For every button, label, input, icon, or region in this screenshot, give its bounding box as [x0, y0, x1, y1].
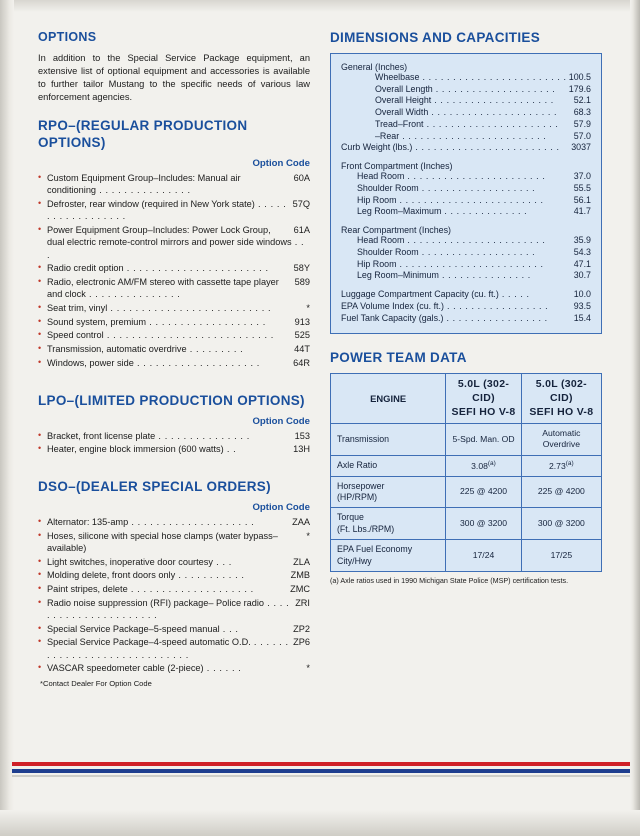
list-item [38, 329, 310, 341]
dimensions-heading: DIMENSIONS AND CAPACITIES [330, 30, 541, 45]
leader-dots: . . . . . . . . . . . . . . . . . . . . . . . . [419, 71, 567, 82]
spec-label: Hip Room [357, 194, 397, 205]
engine-type: SEFI HO V-8 [451, 405, 516, 418]
leader-dots: . . . . . . . . . . . . . . . . . . . . . [428, 107, 558, 118]
spec-row [341, 131, 591, 143]
row-label-line: EPA Fuel Economy City/Hwy [337, 544, 413, 566]
table-row [331, 508, 602, 540]
spec-value: 10.0 [573, 289, 591, 300]
option-label: Seat trim, vinyl [47, 302, 108, 313]
row-label [331, 424, 446, 455]
options-heading: OPTIONS [38, 30, 97, 44]
spec-value: 37.0 [573, 171, 591, 182]
option-label: VASCAR speedometer cable (2-piece) [47, 663, 204, 674]
leader-dots: . . . . . . . . . . . . . . . . . . . . . . [423, 118, 559, 129]
spec-label: Head Room [357, 235, 405, 246]
leader-dots: . . . . . [498, 289, 530, 300]
leader-dots: . . . . . . . . . . . . . . . . . . . . . . . . . . [107, 302, 272, 313]
lpo-option-list [38, 430, 310, 456]
list-item [38, 443, 310, 455]
spec-value: 52.1 [573, 95, 591, 106]
option-code: ZAA [292, 516, 310, 527]
footnote-marker: (a) [565, 459, 574, 467]
leader-dots: . . . [212, 556, 232, 567]
bullet-icon: • [38, 569, 42, 580]
stripe-blue [12, 769, 630, 773]
option-code: 44T [294, 344, 310, 355]
option-code: 525 [294, 330, 310, 341]
option-code: ZLA [293, 556, 310, 567]
spec-row [341, 142, 591, 154]
option-code: ZMC [290, 584, 310, 595]
list-item [38, 430, 310, 442]
bullet-icon: • [38, 662, 42, 673]
bullet-icon: • [38, 356, 42, 367]
leader-dots: . . . . . . . . . . . . . . . [438, 270, 531, 281]
leader-dots: . . . . . . . . . . . . . . . . . . . . . . . [404, 235, 546, 246]
leader-dots: . . . . . . . . . . . . . . . [96, 185, 191, 196]
list-item [38, 343, 310, 355]
bullet-icon: • [38, 329, 42, 340]
list-item [38, 172, 310, 196]
option-code: * [306, 530, 310, 541]
spec-label: Leg Room–Maximum [357, 206, 442, 217]
bullet-icon: • [38, 224, 42, 235]
row-label [331, 508, 446, 540]
bullet-icon: • [38, 262, 42, 273]
spec-value: 30.7 [573, 270, 591, 281]
row-label-line: (Ft. Lbs./RPM) [337, 523, 395, 534]
leader-dots: . . . . . . . . . . . . . . . . . . . . [431, 95, 554, 106]
option-label: Radio, electronic AM/FM stereo with cassette tape player and clock [47, 277, 279, 300]
bullet-icon: • [38, 622, 42, 633]
spec-value: 56.1 [573, 194, 591, 205]
leader-dots: . . . . . . . . . [186, 344, 244, 355]
spec-value: 54.3 [573, 246, 591, 257]
engine-displacement: 5.0L (302-CID) [457, 378, 510, 404]
cell-automatic: 300 @ 3200 [521, 508, 601, 540]
spec-row [341, 107, 591, 119]
option-label: Paint stripes, delete [47, 584, 128, 595]
leader-dots: . . . . . . . . . . . . . . . . . . . . . . . [123, 263, 269, 274]
option-code: 589 [294, 277, 310, 287]
spec-label: Curb Weight (lbs.) [341, 142, 413, 153]
engine-displacement: 5.0L (302-CID) [535, 378, 587, 404]
leader-dots: . . . . . . . . . . . . . . . . . . . [418, 182, 536, 193]
lpo-heading: LPO–(LIMITED PRODUCTION OPTIONS) [38, 392, 305, 408]
option-code: * [306, 302, 310, 313]
cell-manual: 3.08$^{(a)}$ [446, 455, 521, 476]
row-label [331, 540, 446, 572]
bullet-icon: • [38, 172, 42, 183]
spec-group [341, 289, 591, 324]
list-item [38, 262, 310, 274]
spec-row [341, 270, 591, 282]
spec-label: Luggage Compartment Capacity (cu. ft.) [341, 289, 499, 300]
spec-label: –Rear [375, 130, 400, 141]
list-item [38, 276, 310, 300]
bullet-icon: • [38, 555, 42, 566]
spec-row [341, 235, 591, 247]
option-label: Heater, engine block immersion (600 watts) [47, 444, 224, 455]
list-item [38, 569, 310, 581]
spec-row [341, 301, 591, 313]
leader-dots: . . . . . . . . . . . . . . . . . . . [418, 246, 536, 257]
leader-dots: . . . . . . . . . . . . . . . . . . . . . . . . [412, 142, 560, 153]
spec-row [341, 119, 591, 131]
spec-row [341, 72, 591, 84]
leader-dots: . . . . . . . . . . . . . . . . . . . . [127, 584, 254, 595]
spec-value: 55.5 [573, 182, 591, 193]
lpo-option-code-header: Option Code [252, 415, 310, 427]
decorative-stripes [12, 762, 630, 780]
col-header-engine: ENGINE [331, 374, 446, 424]
spec-value: 41.7 [573, 206, 591, 217]
option-label: Defroster, rear window (required in New York state) [47, 199, 255, 210]
option-code: ZRI [295, 597, 310, 608]
spec-value: 15.4 [573, 312, 591, 323]
option-label: Custom Equipment Group–Includes: Manual air conditioning [47, 173, 241, 196]
list-item [38, 224, 310, 261]
spec-row [341, 313, 591, 325]
left-column [38, 30, 310, 688]
spec-row [341, 195, 591, 207]
list-item [38, 636, 310, 660]
leader-dots: . . . . . . . . . . . . . . . . . [443, 312, 548, 323]
leader-dots: . . . . . . . . . . . . . . . . . . . . [133, 357, 260, 368]
spec-row [341, 84, 591, 96]
option-label: Molding delete, front doors only [47, 570, 176, 581]
spec-label: Head Room [357, 171, 405, 182]
option-label: Alternator: 135-amp [47, 516, 129, 527]
bullet-icon: • [38, 429, 42, 440]
row-label-line: Horsepower [337, 480, 385, 491]
spec-value: 100.5 [568, 71, 591, 82]
row-label-line: Transmission [337, 433, 389, 444]
leader-dots: . . . . . . . . . . . . . . . . . . . . . . . . [396, 258, 544, 269]
leader-dots: . . . . . . . . . . . . . . . . . . . . . . . . . . . [103, 330, 274, 341]
power-team-table [330, 373, 602, 572]
row-label-line: Torque [337, 512, 364, 523]
leader-dots: . . . . . . . . . . . . . . . . . . . . [432, 83, 556, 94]
option-label: Sound system, premium [47, 316, 147, 327]
dso-option-code-header: Option Code [252, 501, 310, 513]
cell-manual: 225 @ 4200 [446, 476, 521, 508]
leader-dots: . . . . . . . . . . . . . . . . . [443, 300, 549, 311]
cell-manual: 300 @ 3200 [446, 508, 521, 540]
cell-manual: 5-Spd. Man. OD [446, 424, 521, 455]
dso-option-list [38, 516, 310, 675]
option-code: * [306, 663, 310, 674]
leader-dots: . . . [219, 623, 239, 634]
spec-value: 93.5 [573, 300, 591, 311]
spec-label: Shoulder Room [357, 182, 419, 193]
list-item [38, 302, 310, 314]
spec-label: Fuel Tank Capacity (gals.) [341, 312, 444, 323]
spec-value: 57.0 [573, 130, 591, 141]
spec-label: Hip Room [357, 258, 397, 269]
spec-label: EPA Volume Index (cu. ft.) [341, 300, 444, 311]
leader-dots: . . . . . . . . . . . . . . . [85, 289, 181, 300]
spec-label: Leg Room–Minimum [357, 270, 439, 281]
spec-row [341, 95, 591, 107]
spec-row [341, 206, 591, 218]
power-table-body [331, 424, 602, 572]
table-row [331, 540, 602, 572]
options-intro-text: In addition to the Special Service Package equipment, an extensive list of optional equipment and accessories is available to further tailor Mustang to the specific needs of various law enforcement agencies. [38, 52, 310, 103]
option-label: Light switches, inoperative door courtesy [47, 556, 213, 567]
spec-group-title: Front Compartment (Inches) [341, 161, 453, 172]
option-label: Windows, power side [47, 357, 134, 368]
leader-dots: . . . . . . . . . . . . . . . . . . . . . . [47, 597, 290, 620]
spec-value: 35.9 [573, 235, 591, 246]
bullet-icon: • [38, 343, 42, 354]
spec-label: Tread–Front [375, 118, 424, 129]
spec-group-title: General (Inches) [341, 61, 408, 72]
leader-dots: . . . . . . . . . . . . . . . . . . . . . . . [404, 171, 546, 182]
rpo-option-code-header: Option Code [252, 158, 310, 170]
leader-dots: . . . . . . . . . . . . . . . . . . . [146, 316, 266, 327]
option-code: ZMB [290, 570, 310, 581]
spec-row [341, 171, 591, 183]
dimensions-spec-box [330, 53, 602, 335]
list-item [38, 198, 310, 222]
dso-heading: DSO–(DEALER SPECIAL ORDERS) [38, 478, 271, 494]
row-label [331, 476, 446, 508]
spec-row [341, 259, 591, 271]
power-team-heading: POWER TEAM DATA [330, 350, 467, 366]
spec-value: 47.1 [573, 258, 591, 269]
option-label: Special Service Package–5-speed manual [47, 623, 220, 634]
table-row [331, 455, 602, 476]
leader-dots: . . . . . . . . . . . . . . . [155, 430, 250, 441]
spec-label: Wheelbase [375, 71, 420, 82]
spec-group [341, 225, 591, 282]
cell-automatic: Automatic Overdrive [521, 424, 601, 455]
cell-automatic: 17/25 [521, 540, 601, 572]
option-label: Hoses, silicone with special hose clamps (water bypass–available) [47, 530, 278, 553]
option-label: Power Equipment Group–Includes: Power Lock Group, dual electric remote-control mirrors and power side windows [47, 225, 292, 248]
list-item [38, 623, 310, 635]
row-label-line: (HP/RPM) [337, 491, 378, 502]
option-label: Radio noise suppression (RFI) package– Police radio [47, 597, 265, 608]
spec-group [341, 161, 591, 218]
spec-value: 179.6 [568, 83, 591, 94]
option-label: Transmission, automatic overdrive [47, 344, 187, 355]
col-header-engine-auto [521, 374, 601, 424]
option-label: Bracket, front license plate [47, 430, 156, 441]
spec-label: Overall Length [375, 83, 433, 94]
list-item [38, 530, 310, 554]
footnote-marker: (a) [487, 459, 496, 467]
spec-group [341, 62, 591, 154]
bullet-icon: • [38, 596, 42, 607]
cell-manual: 17/24 [446, 540, 521, 572]
spec-row [341, 183, 591, 195]
list-item [38, 662, 310, 674]
leader-dots: . . [223, 444, 237, 455]
leader-dots: . . . . . . . . . . . . . . . . . . . . . . . . [396, 194, 544, 205]
rpo-option-list [38, 172, 310, 369]
row-label-line: Axle Ratio [337, 459, 378, 470]
option-code: 61A [293, 225, 310, 236]
bullet-icon: • [38, 529, 42, 540]
power-table-footnote: (a) Axle ratios used in 1990 Michigan State Police (MSP) certification tests. [330, 576, 569, 586]
leader-dots: . . . . . . . . . . . . . . . . . . [47, 199, 287, 222]
option-code: 57Q [292, 199, 310, 210]
spec-group-title: Rear Compartment (Inches) [341, 225, 451, 236]
table-row [331, 424, 602, 455]
stripe-shadow [12, 775, 630, 777]
cell-automatic: 225 @ 4200 [521, 476, 601, 508]
bullet-icon: • [38, 583, 42, 594]
bullet-icon: • [38, 636, 42, 647]
spec-value: 68.3 [573, 107, 591, 118]
leader-dots: . . . . . . . . . . . . . . . . . . . . . . . . [399, 130, 547, 141]
rpo-heading: RPO–(REGULAR PRODUCTION OPTIONS) [38, 118, 248, 151]
bullet-icon: • [38, 301, 42, 312]
right-column [330, 30, 602, 585]
spec-row [341, 247, 591, 259]
col-header-engine-manual [446, 374, 521, 424]
option-code: 64R [293, 357, 310, 368]
leader-dots: . . . . . . . . . . . . . . . . . . . . [128, 516, 255, 527]
option-code: 153 [294, 430, 310, 441]
row-label [331, 455, 446, 476]
list-item [38, 357, 310, 369]
list-item [38, 516, 310, 528]
option-code: ZP2 [293, 623, 310, 634]
table-row [331, 476, 602, 508]
list-item [38, 556, 310, 568]
leader-dots: . . . [47, 237, 305, 260]
bullet-icon: • [38, 515, 42, 526]
bullet-icon: • [38, 276, 42, 286]
leader-dots: . . . . . . . . . . . . . . [441, 206, 528, 217]
cell-automatic: 2.73$^{(a)}$ [521, 455, 601, 476]
option-label: Special Service Package–4-speed automatic O.D. [47, 637, 251, 648]
option-code: 60A [293, 173, 310, 184]
list-item [38, 583, 310, 595]
spec-row [341, 289, 591, 301]
table-header-row [331, 374, 602, 424]
option-code: 913 [294, 316, 310, 327]
spec-value: 3037 [571, 142, 591, 153]
option-code: 13H [293, 444, 310, 455]
list-item [38, 597, 310, 621]
list-item [38, 316, 310, 328]
leader-dots: . . . . . . . . . . . . . . . . . . . . . . . . . . . . . [47, 637, 289, 660]
dso-footnote: *Contact Dealer For Option Code [40, 678, 152, 688]
option-label: Radio credit option [47, 263, 124, 274]
leader-dots: . . . . . . . . . . . [175, 570, 245, 581]
bullet-icon: • [38, 198, 42, 209]
option-code: ZP6 [293, 637, 310, 648]
spec-label: Overall Width [375, 107, 429, 118]
leader-dots: . . . . . . [203, 663, 242, 674]
spec-label: Overall Height [375, 95, 432, 106]
engine-type: SEFI HO V-8 [529, 405, 594, 418]
option-label: Speed control [47, 330, 104, 341]
bullet-icon: • [38, 443, 42, 454]
spec-label: Shoulder Room [357, 246, 419, 257]
bullet-icon: • [38, 315, 42, 326]
spec-value: 57.9 [573, 118, 591, 129]
option-code: 58Y [293, 263, 310, 274]
